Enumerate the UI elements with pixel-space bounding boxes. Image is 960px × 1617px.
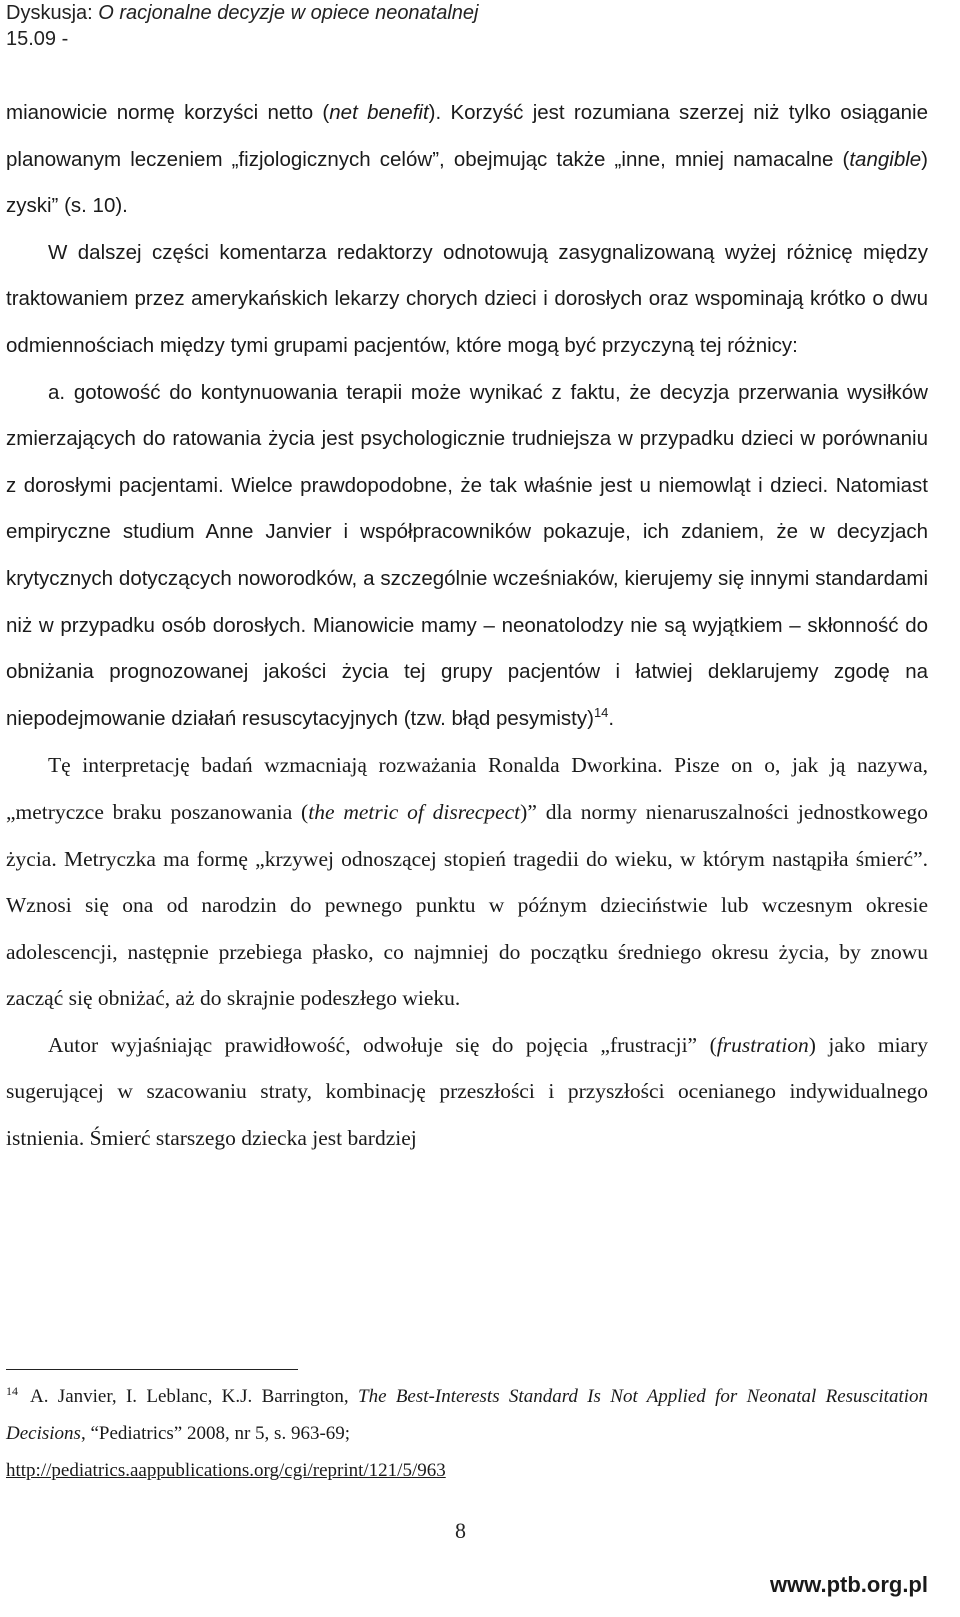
paragraph-5-italic-1: frustration [716,1032,809,1057]
header-title: O racjonalne decyzje w opiece neonatalnej [98,2,479,24]
paragraph-3-text-2: . [608,706,615,730]
footnote-reference[interactable]: 14 [593,704,609,720]
header-prefix: Dyskusja: [6,2,99,24]
page-number: 8 [455,1518,466,1543]
article-body [6,90,928,1162]
site-url[interactable]: www.ptb.org.pl [769,1572,928,1597]
paragraph-4-italic-1: the metric of disrecpect [308,799,521,824]
paragraph-5-text-2: ) jako miary sugerującej w szacowaniu straty, kombinację przeszłości i przyszłości ocenianego indywidualnego istnienia. Śmierć starszego dziecka jest bardziej [6,1032,929,1151]
footnote-text-1: A. Janvier, I. Leblanc, K.J. Barrington, [30,1386,358,1407]
paragraph-1 [6,90,928,230]
paragraph-4-text-2: )” dla normy nienaruszalności jednostkowego życia. Metryczka ma formę „krzywej odnoszącej stopień tragedii do wieku, w którym nastąpiła śmierć”. Wznosi się ona od narodzin do pewnego punktu w późnym dzieciństwie lub wczesnym okresie adolescencji, następnie przebiega płasko, co najmniej do początku średniego okresu życia, by znowu zacząć się obniżać, aż do skrajnie podeszłego wieku. [6,799,929,1011]
paragraph-3 [6,370,928,743]
page-header [6,0,479,52]
paragraph-2: W dalszej części komentarza redaktorzy odnotowują zasygnalizowaną wyżej różnicę między traktowaniem przez amerykańskich lekarzy chorych dzieci i dorosłych oraz wspominają krótko o dwu odmiennościach między tymi grupami pacjentów, które mogą być przyczyną tej różnicy: [6,240,928,357]
paragraph-1-text-1: mianowicie normę korzyści netto ( [6,101,330,124]
header-date: 15.09 - [6,28,69,50]
header-title-line [6,0,479,26]
paragraph-4 [6,742,928,1022]
paragraph-4-text-1: Tę interpretację badań wzmacniają rozważania Ronalda Dworkina. Pisze on o, jak ją nazywa, „metryczce braku poszanowania ( [6,753,928,824]
paragraph-1-italic-2: tangible [849,147,922,171]
paragraph-5-text-1: Autor wyjaśniając prawidłowość, odwołuje się do pojęcia „frustracji” ( [48,1032,717,1057]
footnote-text-2: , “Pediatrics” 2008, nr 5, s. 963-69; [80,1423,351,1444]
paragraph-1-text-2: ). Korzyść jest rozumiana szerzej niż tylko osiąganie planowanym leczeniem „fizjologicznych celów”, obejmując także „inne, mniej namacalne ( [6,101,928,171]
footnote-link[interactable]: http://pediatrics.aappublications.org/cgi/reprint/121/5/963 [6,1460,446,1481]
footnote-italic-title: The Best-Interests Standard Is Not Applied for Neonatal Resuscitation Decisions [6,1386,928,1444]
paragraph-5 [6,1022,928,1162]
paragraph-1-italic-1: net benefit [329,101,429,124]
paragraph-3-text-1: a. gotowość do kontynuowania terapii może wynikać z faktu, że decyzja przerwania wysiłków zmierzających do ratowania życia jest psychologicznie trudniejsza w przypadku dzieci w porównaniu z dorosłymi pacjentami. Wielce prawdopodobne, że tak właśnie jest u niemowląt i dzieci. Natomiast empiryczne studium Anne Janvier i współpracowników pokazuje, ich zdaniem, że w decyzjach krytycznych dotyczących noworodków, a szczególnie wcześniaków, kierujemy się innymi standardami niż w przypadku osób dorosłych. Mianowicie mamy – neonatolodzy nie są wyjątkiem – skłonność do obniżania prognozowanej jakości życia tej grupy pacjentów i łatwiej deklarujemy zgodę na niepodejmowanie działań resuscytacyjnych (tzw. błąd pesymisty) [6,380,928,730]
footnote-separator [6,1369,298,1370]
footnote [6,1378,928,1489]
footnote-number: 14 [6,1383,18,1398]
paragraph-1-text-3: ) zyski” (s. 10). [6,147,928,218]
